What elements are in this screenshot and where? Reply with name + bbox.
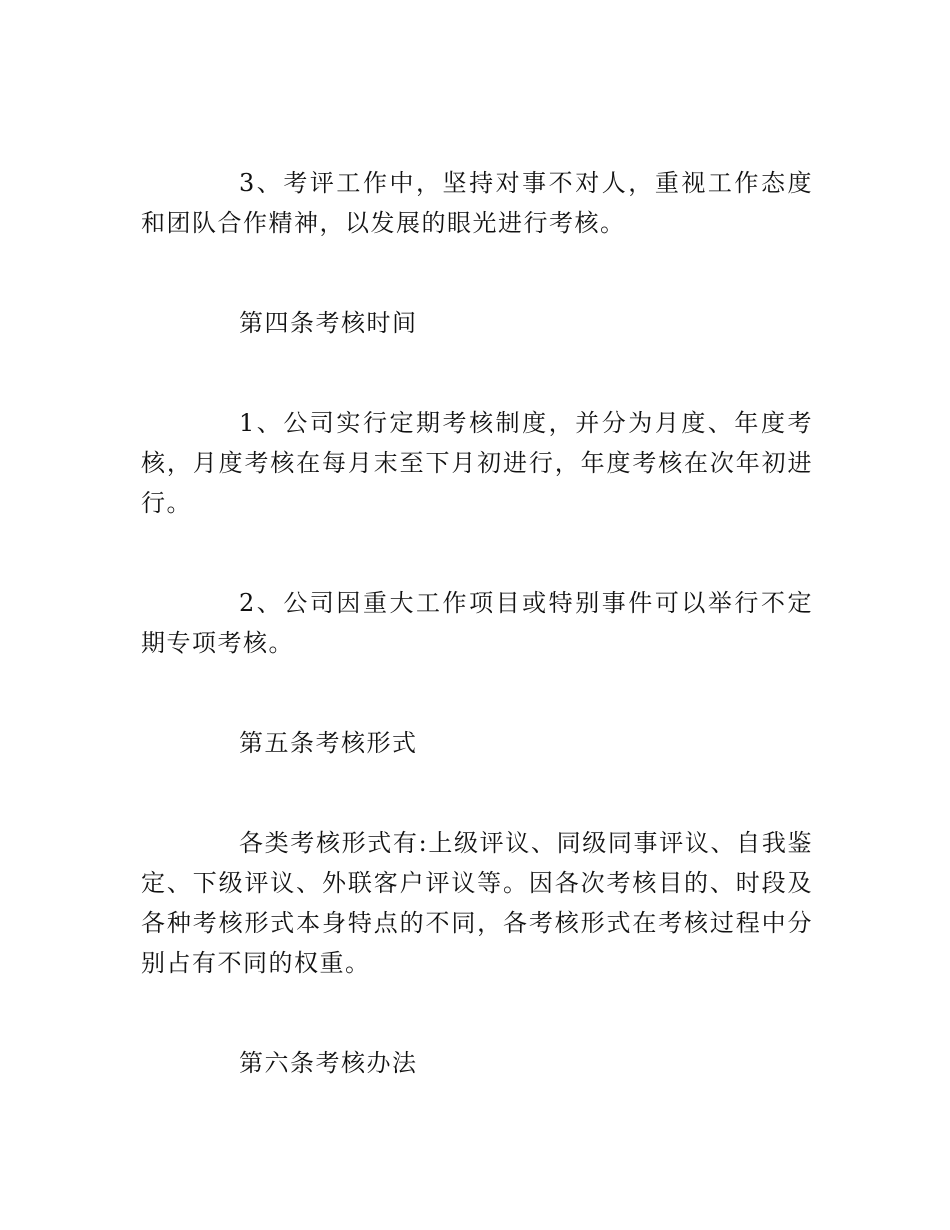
section-heading-assessment-method: 第六条考核办法: [239, 1049, 418, 1077]
paragraph-assessment-forms: 各类考核形式有:上级评议、同级同事评议、自我鉴定、下级评议、外联客户评议等。因各次考核目的、时段及各种考核形式本身特点的不同，各考核形式在考核过程中分别占有不同的权重。: [141, 829, 813, 977]
paragraph-evaluation-principle: 3、考评工作中，坚持对事不对人，重视工作态度和团队合作精神，以发展的眼光进行考核。: [141, 169, 813, 237]
document-body: [141, 163, 813, 1143]
section-heading-assessment-time: 第四条考核时间: [239, 309, 418, 337]
paragraph-regular-assessment: 1、公司实行定期考核制度，并分为月度、年度考核，月度考核在每月末至下月初进行，年度考核在次年初进行。: [141, 409, 813, 517]
section-heading-assessment-form: 第五条考核形式: [239, 729, 418, 757]
paragraph-special-assessment: 2、公司因重大工作项目或特别事件可以举行不定期专项考核。: [141, 589, 813, 657]
